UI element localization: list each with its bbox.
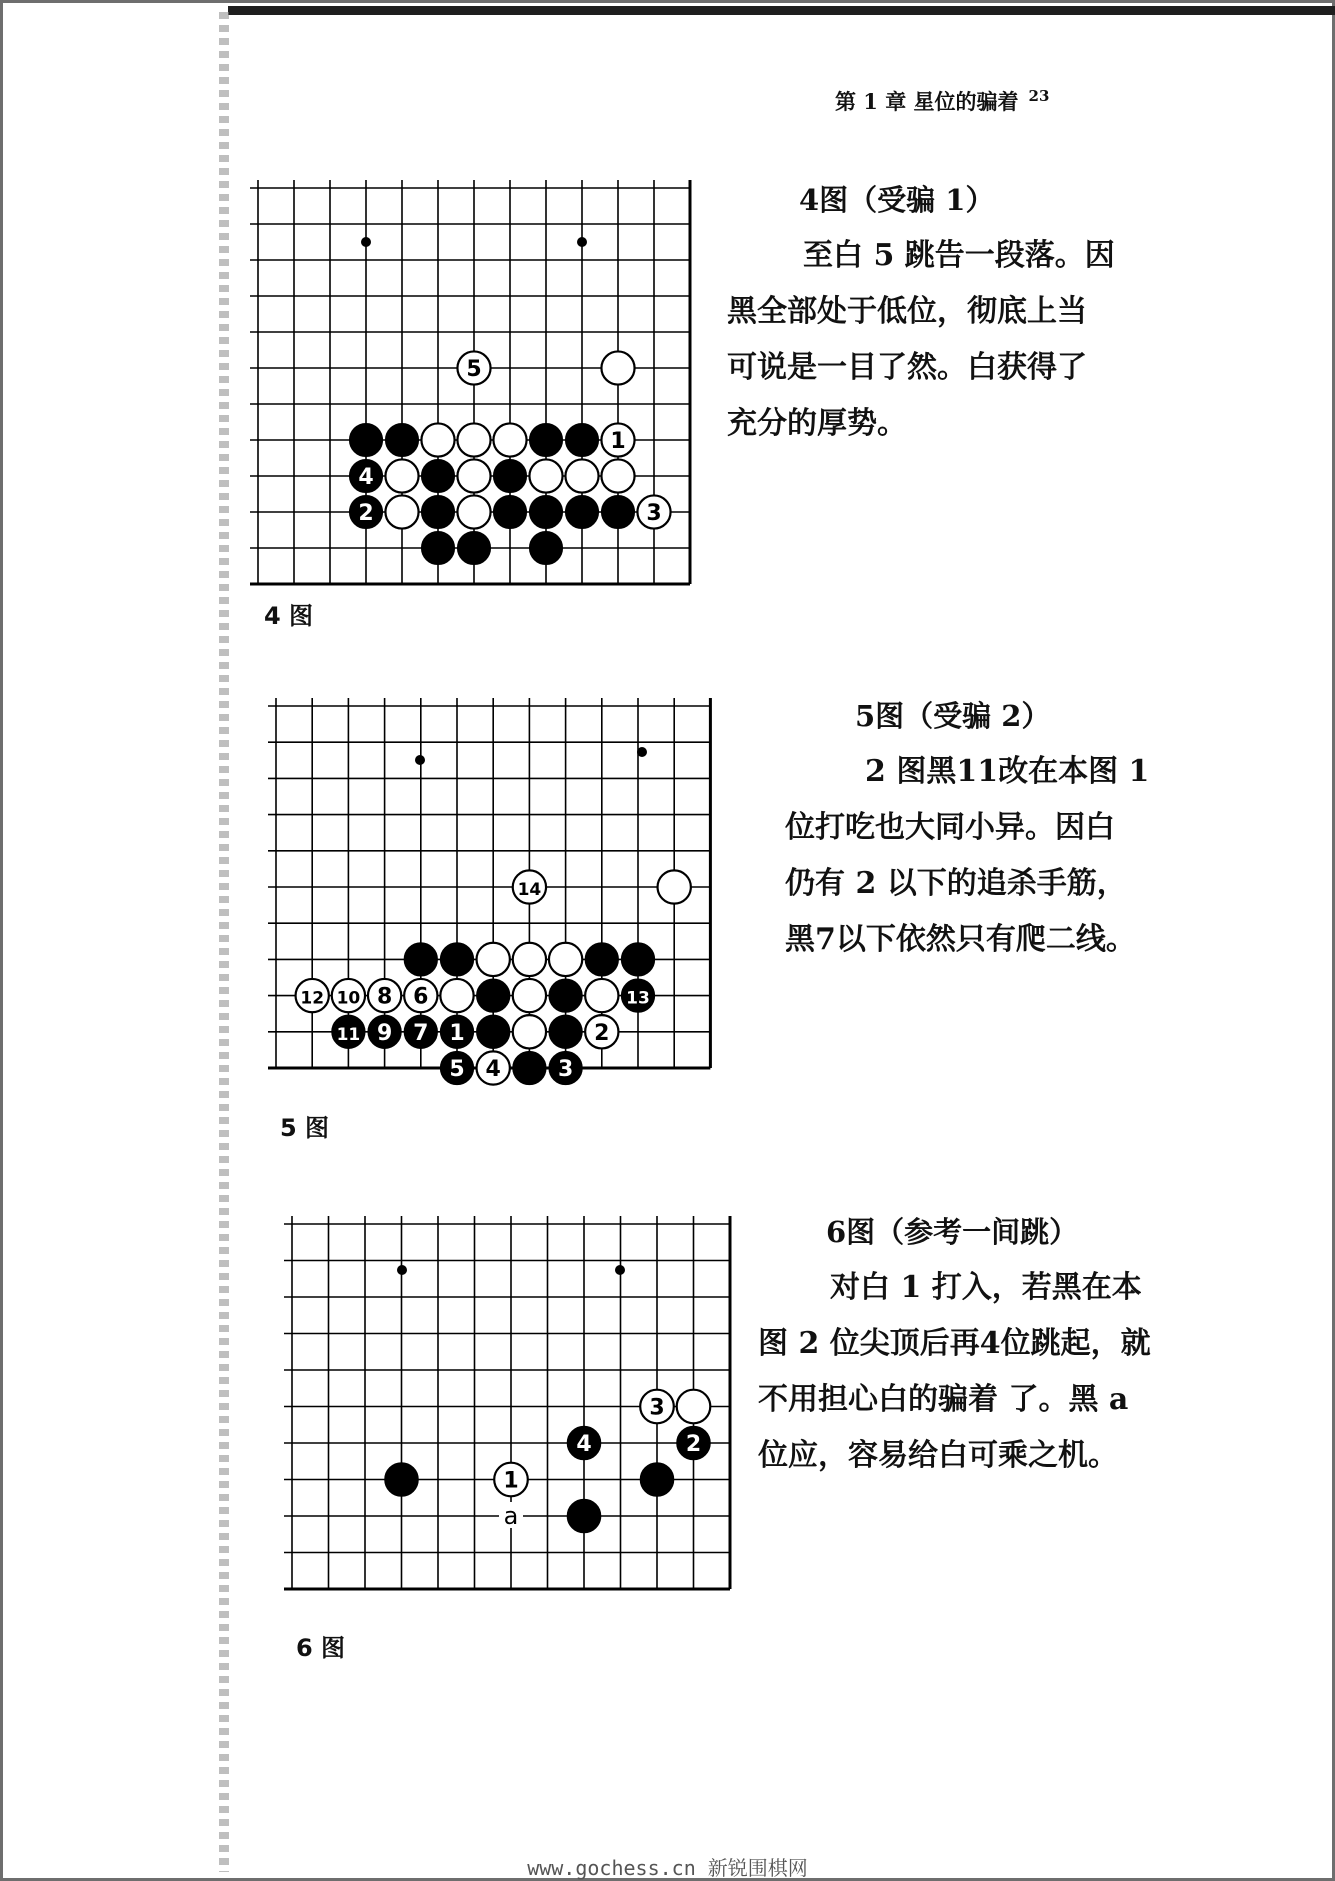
text-line: 至白 5 跳告一段落。因 <box>803 238 1115 273</box>
figure-title: 5图（受骗 2） <box>855 699 1051 733</box>
white-stone <box>529 459 562 492</box>
text-line: 图 2 位尖顶后再4位跳起，就 <box>758 1326 1151 1361</box>
text-line: 黑全部处于低位，彻底上当 <box>727 294 1087 329</box>
white-stone <box>565 459 598 492</box>
black-stone <box>621 943 654 976</box>
move-number: 6 <box>413 984 429 1010</box>
black-stone <box>565 495 598 528</box>
figure-text-fig5 <box>785 688 1225 968</box>
move-number: 11 <box>336 1024 361 1045</box>
black-stone <box>621 979 654 1012</box>
white-stone <box>440 979 473 1012</box>
white-stone <box>385 459 418 492</box>
black-stone <box>421 459 454 492</box>
go-board-svg <box>270 700 770 1100</box>
black-stone <box>493 459 526 492</box>
figure-title: 4图（受骗 1） <box>799 183 995 217</box>
point-label-a: a <box>503 1502 519 1530</box>
figure-caption: 5 图 <box>280 1114 330 1142</box>
move-number: 4 <box>358 465 374 490</box>
black-stone <box>477 1015 510 1048</box>
viewer-frame-left <box>0 0 3 1881</box>
text-line: 位应，容易给白可乘之机。 <box>758 1438 1118 1473</box>
move-number: 3 <box>557 1057 574 1082</box>
white-stone <box>385 495 418 528</box>
figure-text-fig4 <box>727 172 1187 452</box>
white-stone <box>477 943 510 976</box>
black-stone <box>404 943 437 976</box>
white-stone <box>332 979 365 1012</box>
black-stone <box>349 495 382 528</box>
black-stone <box>567 1426 601 1460</box>
text-line: 不用担心白的骗着 了。黑 a <box>758 1382 1129 1417</box>
move-number: 5 <box>449 1057 465 1082</box>
black-stone <box>529 531 562 564</box>
footer-watermark: www.gochess.cn 新锐围棋网 <box>527 1856 808 1880</box>
white-stone <box>513 943 546 976</box>
star-point <box>415 755 425 765</box>
move-number: 4 <box>485 1057 501 1082</box>
black-stone <box>565 423 598 456</box>
white-stone <box>457 351 490 384</box>
black-stone <box>349 459 382 492</box>
black-stone <box>549 979 582 1012</box>
move-number: 12 <box>300 988 325 1009</box>
white-stone <box>404 979 437 1012</box>
move-number: 1 <box>503 1468 519 1494</box>
move-number: 8 <box>376 984 393 1010</box>
go-board-svg <box>252 182 722 592</box>
black-stone <box>421 495 454 528</box>
text-line: 充分的厚势。 <box>727 406 907 441</box>
black-stone <box>549 1051 582 1084</box>
white-stone <box>421 423 454 456</box>
text-line: 仍有 2 以下的追杀手筋， <box>785 866 1127 901</box>
scan-edge-top <box>228 6 1335 15</box>
white-stone <box>585 979 618 1012</box>
black-stone <box>440 1051 473 1084</box>
black-stone <box>549 1015 582 1048</box>
move-number: 2 <box>685 1432 702 1457</box>
white-stone <box>368 979 401 1012</box>
white-stone <box>296 979 329 1012</box>
figure-caption: 6 图 <box>296 1634 346 1662</box>
white-stone <box>601 423 634 456</box>
white-stone <box>549 943 582 976</box>
black-stone <box>513 1051 546 1084</box>
move-number: 2 <box>358 501 374 526</box>
move-number: 9 <box>376 1020 393 1046</box>
white-stone <box>493 423 526 456</box>
black-stone <box>404 1015 437 1048</box>
white-stone <box>640 1390 674 1424</box>
text-line: 可说是一目了然。白获得了 <box>727 350 1087 385</box>
black-stone <box>385 423 418 456</box>
viewer-frame-top <box>0 0 1335 3</box>
chapter-title: 第 1 章 星位的骗着 <box>835 89 1019 114</box>
star-point <box>397 1265 407 1275</box>
figure-title: 6图（参考一间跳） <box>826 1215 1079 1249</box>
star-point <box>361 237 371 247</box>
black-stone <box>585 943 618 976</box>
move-number: 7 <box>413 1020 429 1046</box>
white-stone <box>513 1015 546 1048</box>
text-line: 黑7以下依然只有爬二线。 <box>785 922 1136 957</box>
white-stone <box>677 1390 711 1424</box>
scan-binding-margin <box>219 12 229 1872</box>
white-stone <box>457 423 490 456</box>
black-stone <box>529 495 562 528</box>
black-stone <box>332 1015 365 1048</box>
white-stone <box>494 1463 528 1497</box>
white-stone <box>477 1051 510 1084</box>
text-line: 位打吃也大同小异。因白 <box>785 810 1115 845</box>
white-stone <box>457 459 490 492</box>
black-stone <box>421 531 454 564</box>
go-board-fig5 <box>270 700 770 1100</box>
black-stone <box>368 1015 401 1048</box>
black-stone <box>349 423 382 456</box>
move-number: 5 <box>466 357 482 382</box>
white-stone <box>658 870 691 903</box>
figure-caption: 4 图 <box>264 602 314 630</box>
black-stone <box>677 1426 711 1460</box>
black-stone <box>529 423 562 456</box>
text-line: 对白 1 打入，若黑在本 <box>830 1270 1142 1305</box>
black-stone <box>493 495 526 528</box>
star-point <box>637 747 647 757</box>
go-board-fig6 <box>286 1218 766 1608</box>
figure-text-fig6 <box>758 1204 1228 1484</box>
black-stone <box>601 495 634 528</box>
go-board-fig4 <box>252 182 722 592</box>
black-stone <box>440 943 473 976</box>
move-number: 14 <box>517 880 542 900</box>
move-number: 1 <box>449 1020 465 1046</box>
black-stone <box>477 979 510 1012</box>
page-header <box>835 86 1049 116</box>
star-point <box>615 1265 625 1275</box>
black-stone <box>457 531 490 564</box>
move-number: 3 <box>649 1395 665 1421</box>
white-stone <box>513 870 546 903</box>
white-stone <box>513 979 546 1012</box>
move-number: 10 <box>336 988 361 1009</box>
black-stone <box>640 1463 674 1497</box>
move-number: 1 <box>610 429 626 454</box>
white-stone <box>637 495 670 528</box>
move-number: 13 <box>626 988 650 1009</box>
white-stone <box>457 495 490 528</box>
move-number: 4 <box>576 1432 592 1457</box>
black-stone <box>567 1499 601 1533</box>
star-point <box>577 237 587 247</box>
black-stone <box>385 1463 419 1497</box>
white-stone <box>585 1015 618 1048</box>
go-board-svg <box>286 1218 766 1608</box>
white-stone <box>601 459 634 492</box>
text-line: 2 图黑11改在本图 1 <box>865 754 1150 789</box>
move-number: 2 <box>594 1020 610 1046</box>
move-number: 3 <box>646 501 662 526</box>
white-stone <box>601 351 634 384</box>
page-number: 23 <box>1028 87 1050 105</box>
black-stone <box>440 1015 473 1048</box>
